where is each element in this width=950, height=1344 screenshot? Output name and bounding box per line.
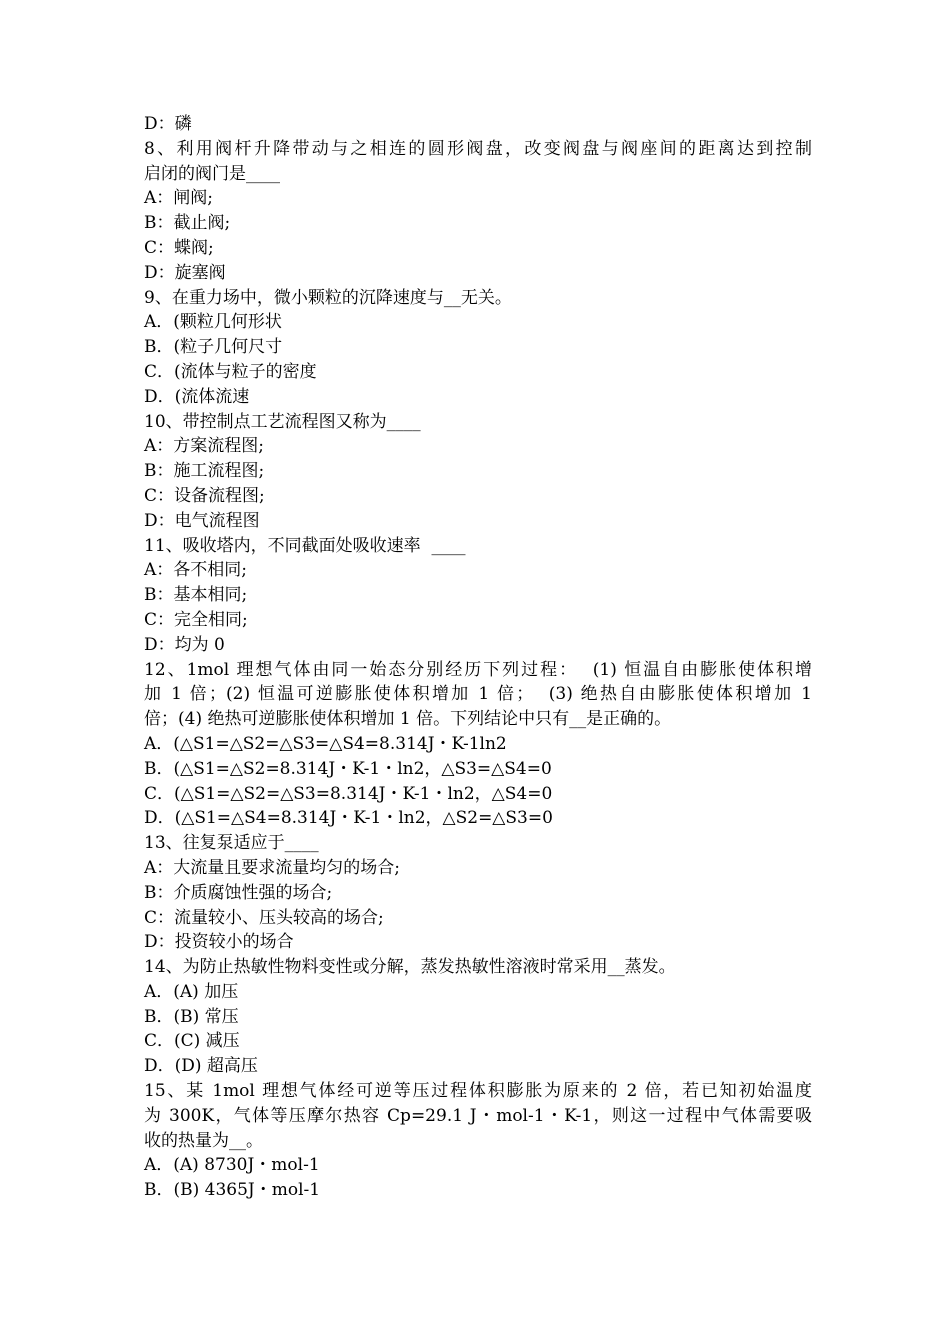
question-text-q8-line1: 8、利用阀杆升降带动与之相连的圆形阀盘，改变阀盘与阀座间的距离达到控制 [144,138,812,159]
answer-option-q15-b: B．(B) 4365J・mol-1 [144,1180,321,1201]
answer-option-q10-c: C：设备流程图; [144,485,265,506]
answer-option-q14-c: C．(C) 减压 [144,1031,240,1052]
answer-option-q11-c: C：完全相同; [144,609,248,630]
document-page [144,112,812,1203]
question-text-q14: 14、为防止热敏性物料变性或分解，蒸发热敏性溶液时常采用__蒸发。 [144,957,676,978]
question-text-q13: 13、往复泵适应于____ [144,833,319,854]
answer-option-q9-c: C．(流体与粒子的密度 [144,361,317,382]
answer-option-q8-a: A：闸阀; [144,188,214,209]
answer-option-q15-a: A．(A) 8730J・mol-1 [144,1155,320,1176]
question-text-q12-line1: 12、1mol 理想气体由同一始态分别经历下列过程： (1) 恒温自由膨胀使体积增 [144,659,812,680]
question-text-q8-line2: 启闭的阀门是____ [144,163,280,184]
question-text-q15-line1: 15、某 1mol 理想气体经可逆等压过程体积膨胀为原来的 2 倍，若已知初始温度 [144,1081,812,1102]
question-text-q15-line2: 为 300K，气体等压摩尔热容 Cp=29.1 J・mol-1・K-1，则这一过程中气体需要吸 [144,1105,812,1126]
question-text-q12-line2: 加 1 倍；(2) 恒温可逆膨胀使体积增加 1 倍； (3) 绝热自由膨胀使体积增加 1 [144,684,812,705]
answer-option-q11-a: A：各不相同; [144,560,248,581]
question-text-q10: 10、带控制点工艺流程图又称为____ [144,411,421,432]
answer-option-q14-d: D．(D) 超高压 [144,1056,258,1077]
question-text-q11: 11、吸收塔内，不同截面处吸收速率 ____ [144,535,466,556]
answer-option-q12-a: A．(△S1=△S2=△S3=△S4=8.314J・K-1ln2 [144,733,507,754]
answer-option-q12-c: C．(△S1=△S2=△S3=8.314J・K-1・ln2，△S4=0 [144,783,553,804]
answer-option-q10-a: A：方案流程图; [144,436,265,457]
answer-option-q13-a: A：大流量且要求流量均匀的场合; [144,857,401,878]
answer-option-q10-d: D：电气流程图 [144,510,260,531]
answer-option-q8-c: C：蝶阀; [144,237,214,258]
answer-option-q8-b: B：截止阀; [144,213,231,234]
answer-option-q13-b: B：介质腐蚀性强的场合; [144,882,333,903]
answer-option-q13-c: C：流量较小、压头较高的场合; [144,907,384,928]
answer-option-q8-d: D：旋塞阀 [144,262,226,283]
question-text-q12-line3: 倍；(4) 绝热可逆膨胀使体积增加 1 倍。下列结论中只有__是正确的。 [144,709,672,730]
answer-option-prev-option-d: D：磷 [144,114,192,134]
answer-option-q11-b: B：基本相同; [144,585,248,606]
question-text-q9: 9、在重力场中，微小颗粒的沉降速度与__无关。 [144,287,512,308]
answer-option-q10-b: B：施工流程图; [144,461,265,482]
answer-option-q14-b: B．(B) 常压 [144,1006,239,1027]
answer-option-q11-d: D：均为 0 [144,634,225,655]
answer-option-q12-d: D．(△S1=△S4=8.314J・K-1・ln2，△S2=△S3=0 [144,808,553,829]
answer-option-q12-b: B．(△S1=△S2=8.314J・K-1・ln2，△S3=△S4=0 [144,758,552,779]
question-text-q15-line3: 收的热量为__。 [144,1130,263,1151]
answer-option-q9-d: D．(流体流速 [144,386,250,407]
answer-option-q9-b: B．(粒子几何尺寸 [144,337,283,358]
answer-option-q9-a: A．(颗粒几何形状 [144,312,282,333]
answer-option-q13-d: D：投资较小的场合 [144,932,294,953]
lines-container [144,112,812,1203]
answer-option-q14-a: A．(A) 加压 [144,981,239,1002]
